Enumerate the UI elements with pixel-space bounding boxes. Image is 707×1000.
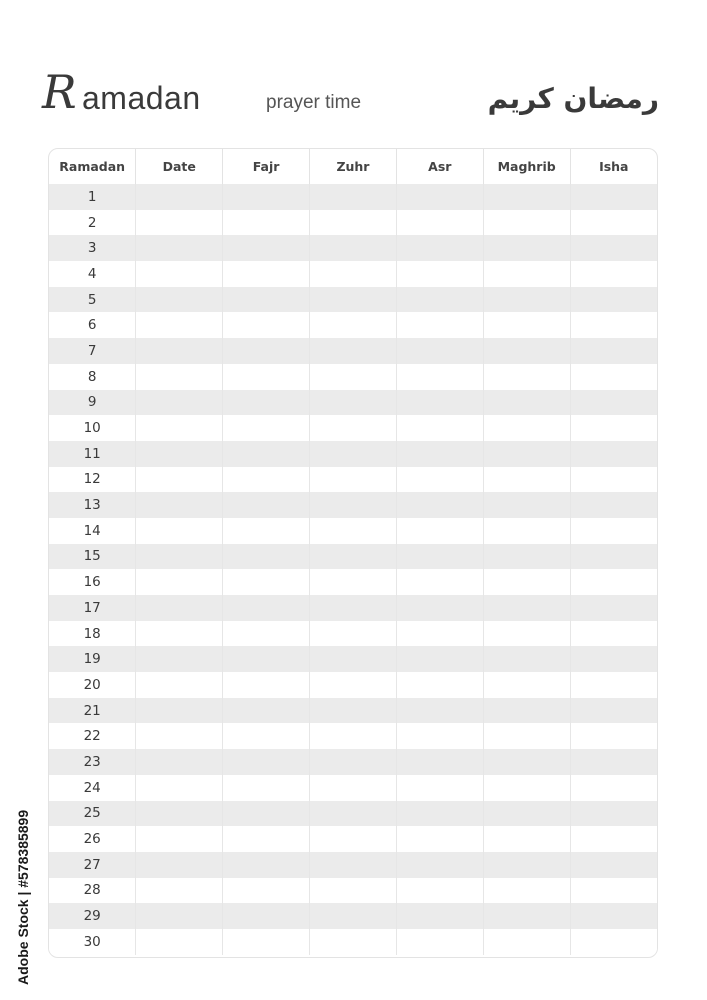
prayer-time-table [48,148,658,958]
date-cell[interactable] [136,390,223,416]
table-row [49,801,657,827]
table-row [49,184,657,210]
fajr-cell[interactable] [223,595,310,621]
title-word: amadan [82,80,201,116]
isha-cell[interactable] [570,569,657,595]
date-cell[interactable] [136,595,223,621]
date-cell[interactable] [136,467,223,493]
table-row [49,852,657,878]
date-cell[interactable] [136,878,223,904]
day-number-cell: 18 [49,621,136,647]
day-number-cell: 28 [49,878,136,904]
zuhr-cell[interactable] [310,826,397,852]
fajr-cell[interactable] [223,441,310,467]
fajr-cell[interactable] [223,878,310,904]
asr-cell[interactable] [396,672,483,698]
asr-cell[interactable] [396,415,483,441]
day-number-cell: 15 [49,544,136,570]
title-initial: R [42,65,77,119]
table-row [49,826,657,852]
asr-cell[interactable] [396,235,483,261]
maghrib-cell[interactable] [483,569,570,595]
zuhr-cell[interactable] [310,878,397,904]
column-header-isha: Isha [599,159,629,174]
isha-cell[interactable] [570,544,657,570]
table-row [49,390,657,416]
maghrib-cell[interactable] [483,723,570,749]
isha-cell[interactable] [570,467,657,493]
asr-cell[interactable] [396,287,483,313]
table-row [49,929,657,955]
fajr-cell[interactable] [223,415,310,441]
day-number-cell: 24 [49,775,136,801]
page-header [42,64,667,124]
fajr-cell[interactable] [223,544,310,570]
fajr-cell[interactable] [223,929,310,955]
maghrib-cell[interactable] [483,441,570,467]
column-header-fajr: Fajr [223,149,310,184]
asr-cell[interactable] [396,801,483,827]
zuhr-cell[interactable] [310,338,397,364]
column-header-zuhr: Zuhr [310,149,397,184]
zuhr-cell[interactable] [310,775,397,801]
arabic-title: رمضان كريم [487,82,659,115]
day-number-cell: 20 [49,672,136,698]
isha-cell[interactable] [570,518,657,544]
table-row [49,878,657,904]
zuhr-cell[interactable] [310,801,397,827]
column-header-date: Date [136,149,223,184]
date-cell[interactable] [136,210,223,236]
fajr-cell[interactable] [223,723,310,749]
isha-cell[interactable] [570,595,657,621]
day-number-cell: 6 [49,312,136,338]
maghrib-cell[interactable] [483,621,570,647]
isha-cell[interactable] [570,621,657,647]
maghrib-cell[interactable] [483,235,570,261]
table-row [49,672,657,698]
maghrib-cell[interactable] [483,364,570,390]
isha-cell[interactable] [570,775,657,801]
maghrib-cell[interactable] [483,826,570,852]
asr-cell[interactable] [396,364,483,390]
date-cell[interactable] [136,492,223,518]
zuhr-cell[interactable] [310,235,397,261]
day-number-cell: 12 [49,467,136,493]
table-row [49,903,657,929]
date-cell[interactable] [136,569,223,595]
table-row [49,723,657,749]
isha-cell[interactable] [570,903,657,929]
column-header-ramadan: Ramadan [49,149,136,184]
asr-cell[interactable] [396,595,483,621]
isha-cell[interactable] [570,698,657,724]
isha-cell[interactable] [570,826,657,852]
date-cell[interactable] [136,646,223,672]
table-row [49,338,657,364]
fajr-cell[interactable] [223,312,310,338]
isha-cell[interactable] [570,210,657,236]
maghrib-cell[interactable] [483,287,570,313]
asr-cell[interactable] [396,184,483,210]
date-cell[interactable] [136,801,223,827]
date-cell[interactable] [136,929,223,955]
day-number-cell: 30 [49,929,136,955]
maghrib-cell[interactable] [483,390,570,416]
day-number-cell: 9 [49,390,136,416]
table-row [49,492,657,518]
maghrib-cell[interactable] [483,775,570,801]
isha-cell[interactable] [570,312,657,338]
fajr-cell[interactable] [223,801,310,827]
maghrib-cell[interactable] [483,312,570,338]
day-number-cell: 16 [49,569,136,595]
zuhr-cell[interactable] [310,929,397,955]
table-row [49,569,657,595]
table-row [49,441,657,467]
fajr-cell[interactable] [223,518,310,544]
date-cell[interactable] [136,261,223,287]
isha-cell[interactable] [570,287,657,313]
fajr-cell[interactable] [223,826,310,852]
zuhr-cell[interactable] [310,621,397,647]
isha-cell[interactable] [570,852,657,878]
day-number-cell: 21 [49,698,136,724]
fajr-cell[interactable] [223,338,310,364]
maghrib-cell[interactable] [483,544,570,570]
isha-cell[interactable] [570,929,657,955]
date-cell[interactable] [136,287,223,313]
day-number-cell: 2 [49,210,136,236]
isha-cell[interactable] [570,261,657,287]
isha-cell[interactable] [570,364,657,390]
table-row [49,698,657,724]
date-cell[interactable] [136,775,223,801]
table-row [49,749,657,775]
table-row [49,544,657,570]
asr-cell[interactable] [396,390,483,416]
day-number-cell: 29 [49,903,136,929]
asr-cell[interactable] [396,518,483,544]
day-number-cell: 13 [49,492,136,518]
isha-cell[interactable] [570,801,657,827]
table-row [49,595,657,621]
isha-cell[interactable] [570,646,657,672]
date-cell[interactable] [136,312,223,338]
table-row [49,467,657,493]
asr-cell[interactable] [396,698,483,724]
isha-cell[interactable] [570,441,657,467]
title-subtitle: prayer time [266,92,362,113]
isha-cell[interactable] [570,338,657,364]
asr-cell[interactable] [396,903,483,929]
table-row [49,518,657,544]
day-number-cell: 25 [49,801,136,827]
maghrib-cell[interactable] [483,595,570,621]
fajr-cell[interactable] [223,390,310,416]
day-number-cell: 14 [49,518,136,544]
day-number-cell: 26 [49,826,136,852]
date-cell[interactable] [136,852,223,878]
asr-cell[interactable] [396,826,483,852]
maghrib-cell[interactable] [483,415,570,441]
day-number-cell: 11 [49,441,136,467]
zuhr-cell[interactable] [310,492,397,518]
prayer-table [49,149,657,955]
table-row [49,261,657,287]
asr-cell[interactable] [396,492,483,518]
asr-cell[interactable] [396,569,483,595]
zuhr-cell[interactable] [310,852,397,878]
zuhr-cell[interactable] [310,544,397,570]
fajr-cell[interactable] [223,775,310,801]
maghrib-cell[interactable] [483,672,570,698]
stock-id-text: Adobe Stock | #578385899 [15,809,31,985]
fajr-cell[interactable] [223,621,310,647]
fajr-cell[interactable] [223,261,310,287]
day-number-cell: 10 [49,415,136,441]
maghrib-cell[interactable] [483,261,570,287]
date-cell[interactable] [136,184,223,210]
maghrib-cell[interactable] [483,801,570,827]
date-cell[interactable] [136,723,223,749]
zuhr-cell[interactable] [310,749,397,775]
zuhr-cell[interactable] [310,518,397,544]
date-cell[interactable] [136,903,223,929]
table-header-row [49,149,657,184]
table-row [49,775,657,801]
asr-cell[interactable] [396,646,483,672]
fajr-cell[interactable] [223,184,310,210]
table-row [49,415,657,441]
isha-cell[interactable] [570,723,657,749]
asr-cell[interactable] [396,544,483,570]
date-cell[interactable] [136,698,223,724]
fajr-cell[interactable] [223,287,310,313]
stock-watermark [13,760,33,985]
fajr-cell[interactable] [223,672,310,698]
date-cell[interactable] [136,415,223,441]
zuhr-cell[interactable] [310,698,397,724]
day-number-cell: 5 [49,287,136,313]
fajr-cell[interactable] [223,569,310,595]
asr-cell[interactable] [396,621,483,647]
asr-cell[interactable] [396,261,483,287]
asr-cell[interactable] [396,852,483,878]
column-header-asr: Asr [396,149,483,184]
zuhr-cell[interactable] [310,467,397,493]
zuhr-cell[interactable] [310,390,397,416]
zuhr-cell[interactable] [310,415,397,441]
table-row [49,287,657,313]
maghrib-cell[interactable] [483,698,570,724]
table-row [49,646,657,672]
zuhr-cell[interactable] [310,723,397,749]
isha-cell[interactable] [570,492,657,518]
day-number-cell: 8 [49,364,136,390]
asr-cell[interactable] [396,338,483,364]
maghrib-cell[interactable] [483,878,570,904]
fajr-cell[interactable] [223,698,310,724]
date-cell[interactable] [136,544,223,570]
table-row [49,312,657,338]
date-cell[interactable] [136,338,223,364]
day-number-cell: 27 [49,852,136,878]
zuhr-cell[interactable] [310,595,397,621]
isha-cell[interactable] [570,878,657,904]
asr-cell[interactable] [396,467,483,493]
maghrib-cell[interactable] [483,467,570,493]
maghrib-cell[interactable] [483,210,570,236]
day-number-cell: 22 [49,723,136,749]
zuhr-cell[interactable] [310,672,397,698]
asr-cell[interactable] [396,312,483,338]
day-number-cell: 4 [49,261,136,287]
zuhr-cell[interactable] [310,569,397,595]
isha-cell[interactable] [570,415,657,441]
maghrib-cell[interactable] [483,492,570,518]
date-cell[interactable] [136,672,223,698]
zuhr-cell[interactable] [310,312,397,338]
date-cell[interactable] [136,235,223,261]
asr-cell[interactable] [396,749,483,775]
date-cell[interactable] [136,621,223,647]
fajr-cell[interactable] [223,492,310,518]
maghrib-cell[interactable] [483,749,570,775]
day-number-cell: 17 [49,595,136,621]
zuhr-cell[interactable] [310,184,397,210]
isha-cell[interactable] [570,235,657,261]
fajr-cell[interactable] [223,364,310,390]
zuhr-cell[interactable] [310,903,397,929]
day-number-cell: 19 [49,646,136,672]
maghrib-cell[interactable] [483,184,570,210]
day-number-cell: 23 [49,749,136,775]
fajr-cell[interactable] [223,210,310,236]
asr-cell[interactable] [396,878,483,904]
day-number-cell: 3 [49,235,136,261]
fajr-cell[interactable] [223,467,310,493]
fajr-cell[interactable] [223,903,310,929]
isha-cell[interactable] [570,749,657,775]
maghrib-cell[interactable] [483,903,570,929]
asr-cell[interactable] [396,441,483,467]
asr-cell[interactable] [396,929,483,955]
zuhr-cell[interactable] [310,261,397,287]
day-number-cell: 1 [49,184,136,210]
isha-cell[interactable] [570,672,657,698]
date-cell[interactable] [136,826,223,852]
zuhr-cell[interactable] [310,210,397,236]
table-row [49,210,657,236]
table-row [49,364,657,390]
date-cell[interactable] [136,441,223,467]
fajr-cell[interactable] [223,235,310,261]
asr-cell[interactable] [396,775,483,801]
day-number-cell: 7 [49,338,136,364]
fajr-cell[interactable] [223,852,310,878]
maghrib-cell[interactable] [483,646,570,672]
date-cell[interactable] [136,364,223,390]
maghrib-cell[interactable] [483,852,570,878]
column-header-maghrib: Maghrib [483,149,570,184]
table-body [49,184,657,955]
table-row [49,621,657,647]
table-row [49,235,657,261]
maghrib-cell[interactable] [483,518,570,544]
maghrib-cell[interactable] [483,338,570,364]
maghrib-cell[interactable] [483,929,570,955]
date-cell[interactable] [136,518,223,544]
zuhr-cell[interactable] [310,441,397,467]
fajr-cell[interactable] [223,646,310,672]
zuhr-cell[interactable] [310,287,397,313]
asr-cell[interactable] [396,723,483,749]
asr-cell[interactable] [396,210,483,236]
zuhr-cell[interactable] [310,646,397,672]
isha-cell[interactable] [570,184,657,210]
date-cell[interactable] [136,749,223,775]
fajr-cell[interactable] [223,749,310,775]
isha-cell[interactable] [570,390,657,416]
zuhr-cell[interactable] [310,364,397,390]
